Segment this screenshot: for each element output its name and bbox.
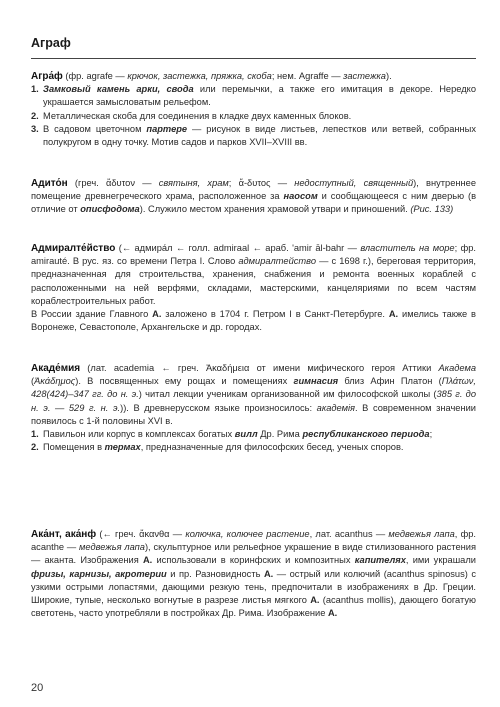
entry-akademiya <box>31 362 476 454</box>
text: , фр. acanthe — <box>31 529 476 553</box>
text: описфодома <box>80 204 140 215</box>
text: капителях <box>354 555 406 566</box>
text: партере <box>146 123 188 134</box>
text: А. <box>327 608 338 619</box>
text: ). Служило местом хранения храмовой утвари и приношений. <box>139 204 411 215</box>
sense-number: 2. <box>31 110 39 121</box>
headword: Адмиралте́йство <box>31 243 116 254</box>
text: Павильон или корпус в комплексах богатых <box>43 429 235 440</box>
page-number: 20 <box>31 682 44 694</box>
sense-1 <box>31 428 476 441</box>
text: , лат. acanthus — <box>309 529 389 539</box>
text: ( <box>31 376 35 387</box>
text: (греч. ἄδυτον — <box>67 178 159 188</box>
sense-number: 2. <box>31 442 39 453</box>
text: крючок, застежка, пряжка, скоба <box>127 71 272 81</box>
text: ; фр. amirauté. В рус. яз. со времени Петра I. Слово <box>31 243 476 267</box>
text: ), внутреннее помещение древнегреческого храма, расположенное за <box>31 178 476 202</box>
text: медвежья лапа <box>388 529 455 539</box>
text: (← адмира́л ← голл. admiraal ← араб. 'amir āl-bahr — <box>115 243 361 253</box>
text: адмиралтейство <box>238 256 316 267</box>
text: (фр. agrafe — <box>62 71 128 81</box>
text: — с 1698 г.), береговая территория, предназначенная для строительства, хранения, снабжения и ремонта военных кораблей с расположенными на ней верфями, складами, мастерскими, канцеляриями по всем частям кораблестроительных работ. <box>31 256 477 306</box>
entry-aditon <box>31 177 476 217</box>
text: вилл <box>234 429 258 440</box>
text: А. <box>388 309 399 320</box>
figure-ref: (Рис. 133) <box>410 204 454 215</box>
text: республиканского периода <box>302 429 430 440</box>
text: Металлическая скоба для соединения в кладке двух каменных блоков. <box>43 110 352 121</box>
text: ). В посвященных ему рощах и помещениях <box>75 376 294 387</box>
sense-2 <box>31 110 476 123</box>
text: и сообщающееся с ним дверью (в отличие от <box>31 191 477 215</box>
text: А. <box>310 595 320 606</box>
entry-admiralteystvo <box>31 242 476 334</box>
text: Академа <box>438 363 476 373</box>
headword: Агра́ф <box>31 71 63 82</box>
sense-2 <box>31 441 476 454</box>
text: термах <box>104 442 141 453</box>
text: недоступный, священный <box>294 178 414 188</box>
text: . В современном значении появилось с 1-й половины XVI в. <box>31 402 477 426</box>
text: А. <box>263 568 274 579</box>
text: 385 г. до н. э. — 529 г. н. э. <box>31 389 476 413</box>
text: А. <box>152 309 162 320</box>
text: (acanthus mollis), дающего богатую светотень, часто употребляли в постройках Др. Рима. Изображение <box>31 595 476 619</box>
text: властитель на море <box>360 243 455 253</box>
text: использовали в коринфских и композитных <box>152 555 355 566</box>
text: гимнасия <box>293 376 339 387</box>
text: академія <box>316 402 356 413</box>
sense-number: 1. <box>31 84 39 95</box>
text: Замковый камень арки, свода <box>43 84 194 95</box>
text: имелись также в Воронеже, Севастополе, Архангельске и др. городах. <box>31 309 476 333</box>
text: (← греч. ἄκανθα — <box>96 529 186 539</box>
text: колючка, колючее растение <box>185 529 310 539</box>
text: В садовом цветочном <box>43 123 147 134</box>
headword: Акаде́мия <box>31 363 81 374</box>
text: ; <box>429 429 433 440</box>
text: заложено в 1704 г. Петром I в Санкт-Петербурге. <box>161 309 389 320</box>
headword: Адито́н <box>31 178 68 189</box>
text: В России здание Главного <box>31 309 153 320</box>
entry-agraf <box>31 70 476 149</box>
entry-akant <box>31 528 476 620</box>
text: , ими украшали <box>405 555 476 566</box>
text: или перемычки, а также его имитация в декоре. Нередко украшается замысловатым рельефом. <box>43 84 476 108</box>
headword: Ака́нт, ака́нф <box>31 529 97 540</box>
text: ), скульптурное или рельефное украшение в виде стилизованного растения — аканта. Изображения <box>31 542 476 566</box>
text: ) читал лекции ученикам организованной им философской школы ( <box>138 389 437 400</box>
text: — рисунок в виде листьев, лепестков или ветвей, собранных полукругом в одну точку. Мотив садов и парков XVII–XVIII вв. <box>43 123 476 148</box>
text: близ Афин Платон ( <box>338 376 442 387</box>
header-rule <box>31 58 476 59</box>
text: ). <box>385 71 392 81</box>
text: (лат. academia ← греч. Ἀκαδήμεια от имени мифического героя Аттики <box>80 363 439 373</box>
text: застежка <box>343 71 386 81</box>
text: медвежья лапа <box>79 542 145 553</box>
sense-3 <box>31 123 476 149</box>
sense-1 <box>31 83 476 109</box>
text: А. <box>142 555 153 566</box>
text: )). В древнерусском языке произносилось: <box>120 402 317 413</box>
text: фризы, карнизы, акротерии <box>31 568 167 579</box>
text: наосом <box>283 191 318 202</box>
text: , предназначенные для философских бесед, ученых споров. <box>140 442 404 453</box>
text: — острый или колючий (acanthus spinosus) с узкими острыми лопастями, дающими резкую тень, предпочитали в изображениях в Др. Греции. Широкие, тупые, несколько вогнутые в разрезе листья мягкого <box>31 568 477 606</box>
sense-number: 1. <box>31 429 39 440</box>
running-head: Аграф <box>31 36 71 50</box>
text: ; ἄ-δυτος — <box>228 178 295 188</box>
text: Помещения в <box>43 442 105 453</box>
text: Ἀκάδημος <box>34 376 76 387</box>
sense-number: 3. <box>31 123 39 134</box>
text: Др. Рима <box>257 429 303 440</box>
text: святыня, храм <box>158 178 229 188</box>
text: Πλάτων, 428(424)–347 гг. до н. э. <box>31 376 477 400</box>
text: и пр. Разновидность <box>166 568 264 579</box>
text: ; нем. Agraffe — <box>271 71 344 81</box>
